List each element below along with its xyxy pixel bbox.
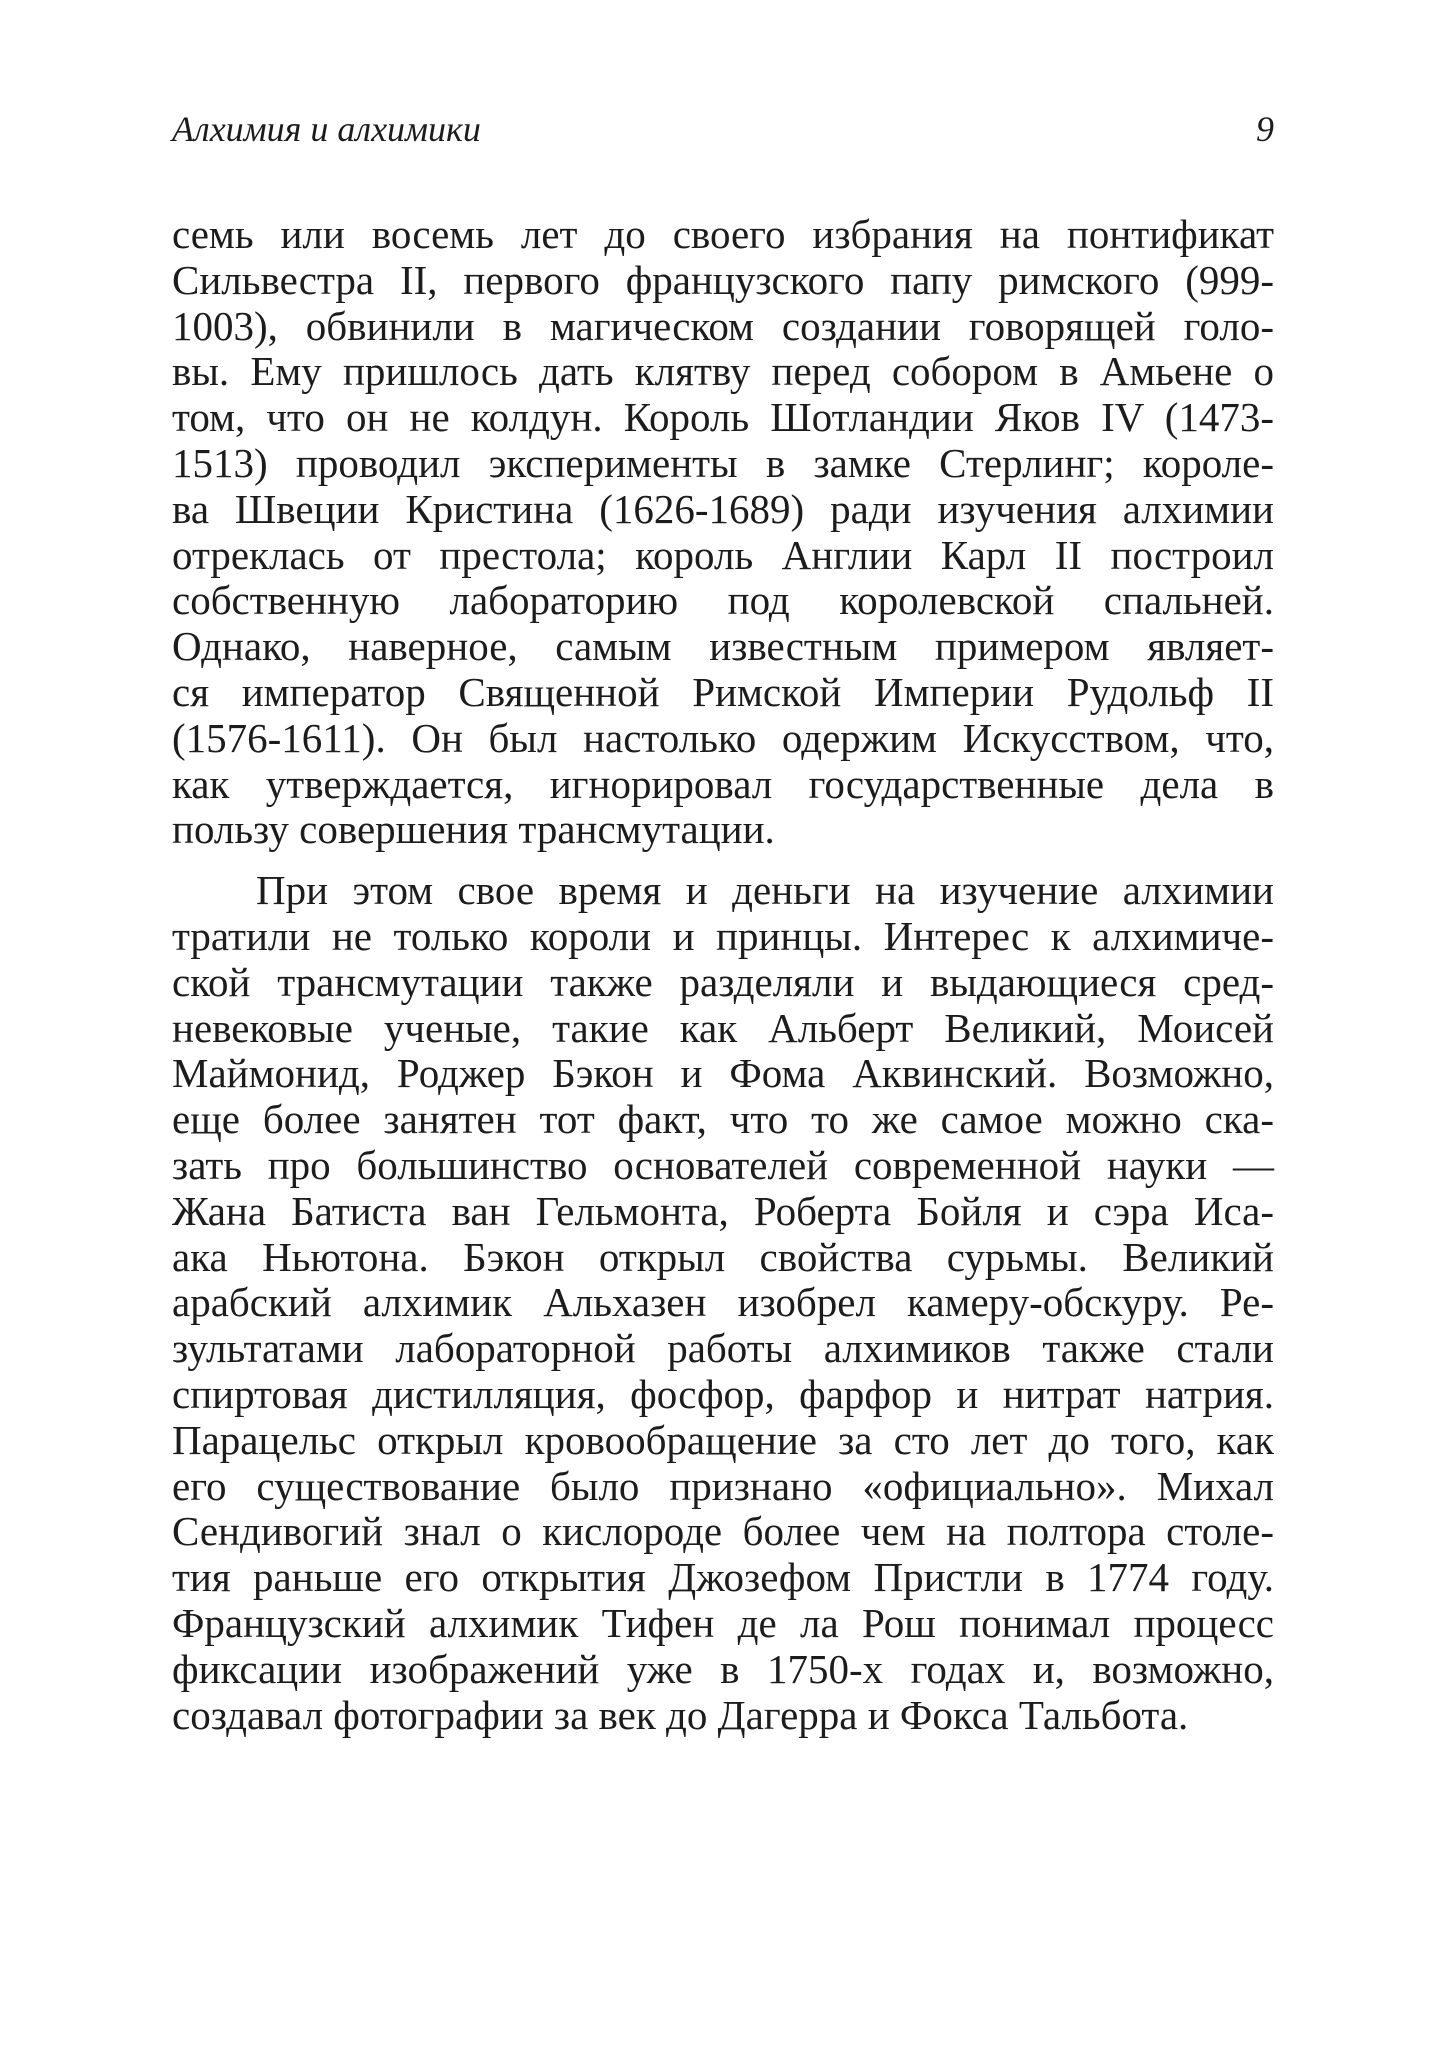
text-line: тия раньше его открытия Джозефом Пристли в 1774 году. — [172, 1554, 1274, 1601]
text-line: арабский алхимик Альхазен изобрел камеру-обскуру. Ре- — [172, 1279, 1274, 1326]
text-line: как утверждается, игнорировал государственные дела в — [172, 760, 1274, 807]
text-line: вы. Ему пришлось дать клятву перед собором в Амьене о — [172, 348, 1274, 395]
text-line: том, что он не колдун. Король Шотландии Яков IV (1473- — [172, 394, 1274, 441]
text-line: Парацельс открыл кровообращение за сто лет до того, как — [172, 1416, 1274, 1463]
text-line: невековые ученые, такие как Альберт Великий, Моисей — [172, 1004, 1274, 1051]
text-line: еще более занятен тот факт, что то же самое можно ска- — [172, 1096, 1274, 1143]
body-text — [172, 212, 1274, 1738]
text-line: спиртовая дистилляция, фосфор, фарфор и нитрат натрия. — [172, 1370, 1274, 1417]
running-title: Алхимия и алхимики — [172, 109, 481, 149]
text-line: ся император Священной Римской Империи Рудольф II — [172, 668, 1274, 715]
running-head — [172, 104, 1274, 154]
text-line: ской трансмутации также разделяли и выдающиеся сред- — [172, 958, 1274, 1005]
paragraph-gap — [172, 853, 1274, 868]
text-line: создавал фотографии за век до Дагерра и Фокса Тальбота. — [172, 1691, 1189, 1738]
text-line: ва Швеции Кристина (1626-1689) ради изучения алхимии — [172, 485, 1274, 532]
text-line: (1576-1611). Он был настолько одержим Искусством, что, — [172, 714, 1274, 761]
text-line: фиксации изображений уже в 1750-х годах и, возможно, — [172, 1645, 1274, 1692]
paragraph-1 — [172, 212, 1274, 853]
text-line: Сендивогий знал о кислороде более чем на полтора столе- — [172, 1508, 1274, 1555]
text-line: семь или восемь лет до своего избрания на понтификат — [172, 211, 1274, 257]
text-line: его существование было признано «официально». Михал — [172, 1462, 1274, 1509]
text-line: ака Ньютона. Бэкон открыл свойства сурьмы. Великий — [172, 1233, 1274, 1280]
text-line: 1003), обвинили в магическом создании говорящей голо- — [172, 302, 1274, 349]
text-line: 1513) проводил эксперименты в замке Стерлинг; короле- — [172, 439, 1274, 486]
text-line: тратили не только короли и принцы. Интерес к алхимиче- — [172, 912, 1274, 959]
text-line: Маймонид, Роджер Бэкон и Фома Аквинский. Возможно, — [172, 1050, 1274, 1097]
text-line: Однако, наверное, самым известным примером являет- — [172, 623, 1274, 670]
text-line: При этом свое время и деньги на изучение алхимии — [256, 867, 1274, 914]
text-line: Французский алхимик Тифен де ла Рош понимал процесс — [172, 1599, 1274, 1646]
text-line: зультатами лабораторной работы алхимиков также стали — [172, 1325, 1274, 1372]
text-line: пользу совершения трансмутации. — [172, 806, 775, 853]
text-line: зать про большинство основателей современной науки — — [172, 1141, 1274, 1188]
text-line: Сильвестра II, первого французского папу римского (999- — [172, 256, 1274, 303]
text-line: Жана Батиста ван Гельмонта, Роберта Бойля и сэра Иса- — [172, 1187, 1274, 1234]
page-number: 9 — [1256, 109, 1274, 149]
text-line: собственную лабораторию под королевской спальней. — [172, 577, 1274, 624]
paragraph-2 — [172, 868, 1274, 1738]
text-line: отреклась от престола; король Англии Карл II построил — [172, 531, 1274, 578]
